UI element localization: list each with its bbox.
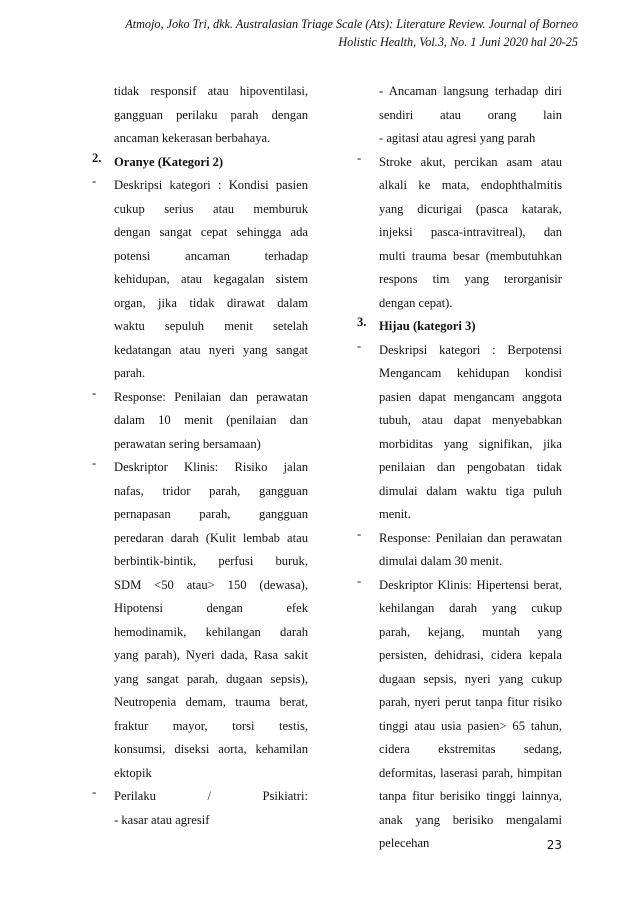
text-line: gangguan perilaku parah dengan xyxy=(114,107,308,122)
bullet-marker: - xyxy=(357,338,362,353)
text-line: - kasar atau agresif xyxy=(114,812,210,827)
header-line-1: Atmojo, Joko Tri, dkk. Australasian Triage Scale (Ats): Literature Review. Journal of Borneo xyxy=(125,17,578,31)
text-line: tidak responsif atau hipoventilasi, xyxy=(114,84,308,98)
text-line: nafas, tridor parah, gangguan xyxy=(114,483,308,498)
text-line: Deskripsi kategori : Kondisi pasien xyxy=(114,178,308,192)
bullet-item xyxy=(357,339,562,527)
text-line: yang dicurigai (pasca katarak, xyxy=(379,201,562,216)
text-line: injeksi pasca-intravitreal), dan xyxy=(379,225,562,239)
text-line: kehidupan, atau kegagalan sistem xyxy=(114,272,308,286)
header-line-2: Holistic Health, Vol.3, No. 1 Juni 2020 hal 20-25 xyxy=(338,35,578,49)
text-line: Neutropenia demam, trauma berat, xyxy=(114,695,308,709)
text-line: SDM <50 atau> 150 (dewasa), xyxy=(114,577,308,592)
text-line: ancaman kekerasan berbahaya. xyxy=(114,131,271,145)
section-number: 3. xyxy=(357,315,367,329)
bullet-marker: - xyxy=(92,385,97,400)
text-line: kehilangan darah yang cukup xyxy=(379,601,562,615)
bullet-marker: - xyxy=(357,150,362,165)
text-line: fraktur mayor, torsi testis, xyxy=(114,718,308,733)
text-line: anak yang berisiko mengalami xyxy=(379,812,562,827)
section-heading xyxy=(357,315,562,339)
section-title: Oranye (Kategori 2) xyxy=(114,154,224,169)
text-line: waktu sepuluh menit setelah xyxy=(114,319,308,333)
text-line: dengan sangat cepat sehingga ada xyxy=(114,225,308,239)
continuation-text xyxy=(357,80,562,151)
bullet-marker: - xyxy=(357,526,362,541)
bullet-item xyxy=(92,785,308,832)
page-number: 23 xyxy=(546,838,562,852)
text-line: kedatangan atau nyeri yang sangat xyxy=(114,342,308,357)
text-line: cukup serius atau memburuk xyxy=(114,201,308,216)
text-line: persisten, dehidrasi, cidera kepala xyxy=(379,648,562,662)
text-line: Mengancam kehidupan kondisi xyxy=(379,366,562,380)
text-line: multi trauma besar (membutuhkan xyxy=(379,248,562,263)
text-line: dalam 10 menit (penilaian dan xyxy=(114,413,308,427)
bullet-item xyxy=(92,386,308,457)
text-line: dugaan sepsis, nyeri yang cukup xyxy=(379,671,562,686)
bullet-marker: - xyxy=(92,456,97,470)
bullet-marker: - xyxy=(357,573,362,588)
left-column xyxy=(92,80,308,832)
section-title: Hijau (kategori 3) xyxy=(379,319,476,333)
text-line: pelecehan xyxy=(379,836,430,850)
section-heading xyxy=(92,151,308,175)
text-line: yang parah), Nyeri dada, Rasa sakit xyxy=(114,648,308,662)
bullet-item xyxy=(357,151,562,316)
right-column xyxy=(357,80,562,856)
text-line: organ, jika tidak dirawat dalam xyxy=(114,295,308,310)
bullet-item xyxy=(92,174,308,386)
text-line: Perilaku / Psikiatri: xyxy=(114,789,308,803)
text-line: parah. xyxy=(114,366,146,380)
text-line: dimulai dalam 30 menit. xyxy=(379,554,503,568)
text-line: cidera ekstremitas sedang, xyxy=(379,742,562,756)
text-line: Stroke akut, percikan asam atau xyxy=(379,154,562,169)
bullet-item xyxy=(357,527,562,574)
text-line: konsumsi, diseksi aorta, kehamilan xyxy=(114,742,308,756)
text-line: pasien dapat mengancam anggota xyxy=(379,389,562,404)
text-line: Deskriptor Klinis: Risiko jalan xyxy=(114,460,308,474)
text-line: ektopik xyxy=(114,765,152,780)
text-line: parah, kejang, muntah yang xyxy=(379,624,562,639)
text-line: Response: Penilaian dan perawatan xyxy=(114,389,308,404)
text-line: - Ancaman langsung terhadap diri xyxy=(379,84,562,98)
bullet-marker: - xyxy=(92,174,97,188)
bullet-item xyxy=(357,574,562,856)
text-line: morbiditas yang signifikan, jika xyxy=(379,436,562,451)
text-line: Deskriptor Klinis: Hipertensi berat, xyxy=(379,577,562,592)
text-line: parah, nyeri perut tanpa fitur risiko xyxy=(379,695,562,709)
text-line: pernapasan parah, gangguan xyxy=(114,507,308,521)
section-number: 2. xyxy=(92,150,102,165)
text-line: Deskripsi kategori : Berpotensi xyxy=(379,342,562,357)
running-header xyxy=(60,15,578,51)
text-line: Hipotensi dengan efek xyxy=(114,601,308,615)
text-line: sendiri atau orang lain xyxy=(379,107,562,122)
text-line: hemodinamik, kehilangan darah xyxy=(114,624,308,639)
text-line: tanpa fitur berisiko tinggi lainnya, xyxy=(379,789,562,803)
text-line: penilaian dan pengobatan tidak xyxy=(379,460,562,474)
text-line: dimulai dalam waktu tiga puluh xyxy=(379,483,562,498)
continuation-text xyxy=(92,80,308,151)
text-line: Response: Penilaian dan perawatan xyxy=(379,530,562,545)
bullet-marker: - xyxy=(92,785,97,799)
text-line: potensi ancaman terhadap xyxy=(114,248,308,263)
text-line: deformitas, laserasi parah, himpitan xyxy=(379,765,562,780)
text-line: yang sangat parah, dugaan sepsis), xyxy=(114,671,308,686)
text-line: - agitasi atau agresi yang parah xyxy=(379,131,536,145)
text-line: alkali ke mata, endophthalmitis xyxy=(379,178,562,192)
text-line: tinggi atau usia pasien> 65 tahun, xyxy=(379,718,562,733)
text-line: menit. xyxy=(379,507,411,521)
text-line: berbintik-bintik, perfusi buruk, xyxy=(114,554,308,568)
text-line: perawatan sering bersamaan) xyxy=(114,436,261,451)
text-line: dengan cepat). xyxy=(379,295,453,310)
bullet-item xyxy=(92,456,308,785)
text-line: tubuh, atau dapat menyebabkan xyxy=(379,413,562,427)
text-line: peredaran darah (Kulit lembab atau xyxy=(114,530,308,545)
text-line: respons tim yang terorganisir xyxy=(379,272,562,286)
